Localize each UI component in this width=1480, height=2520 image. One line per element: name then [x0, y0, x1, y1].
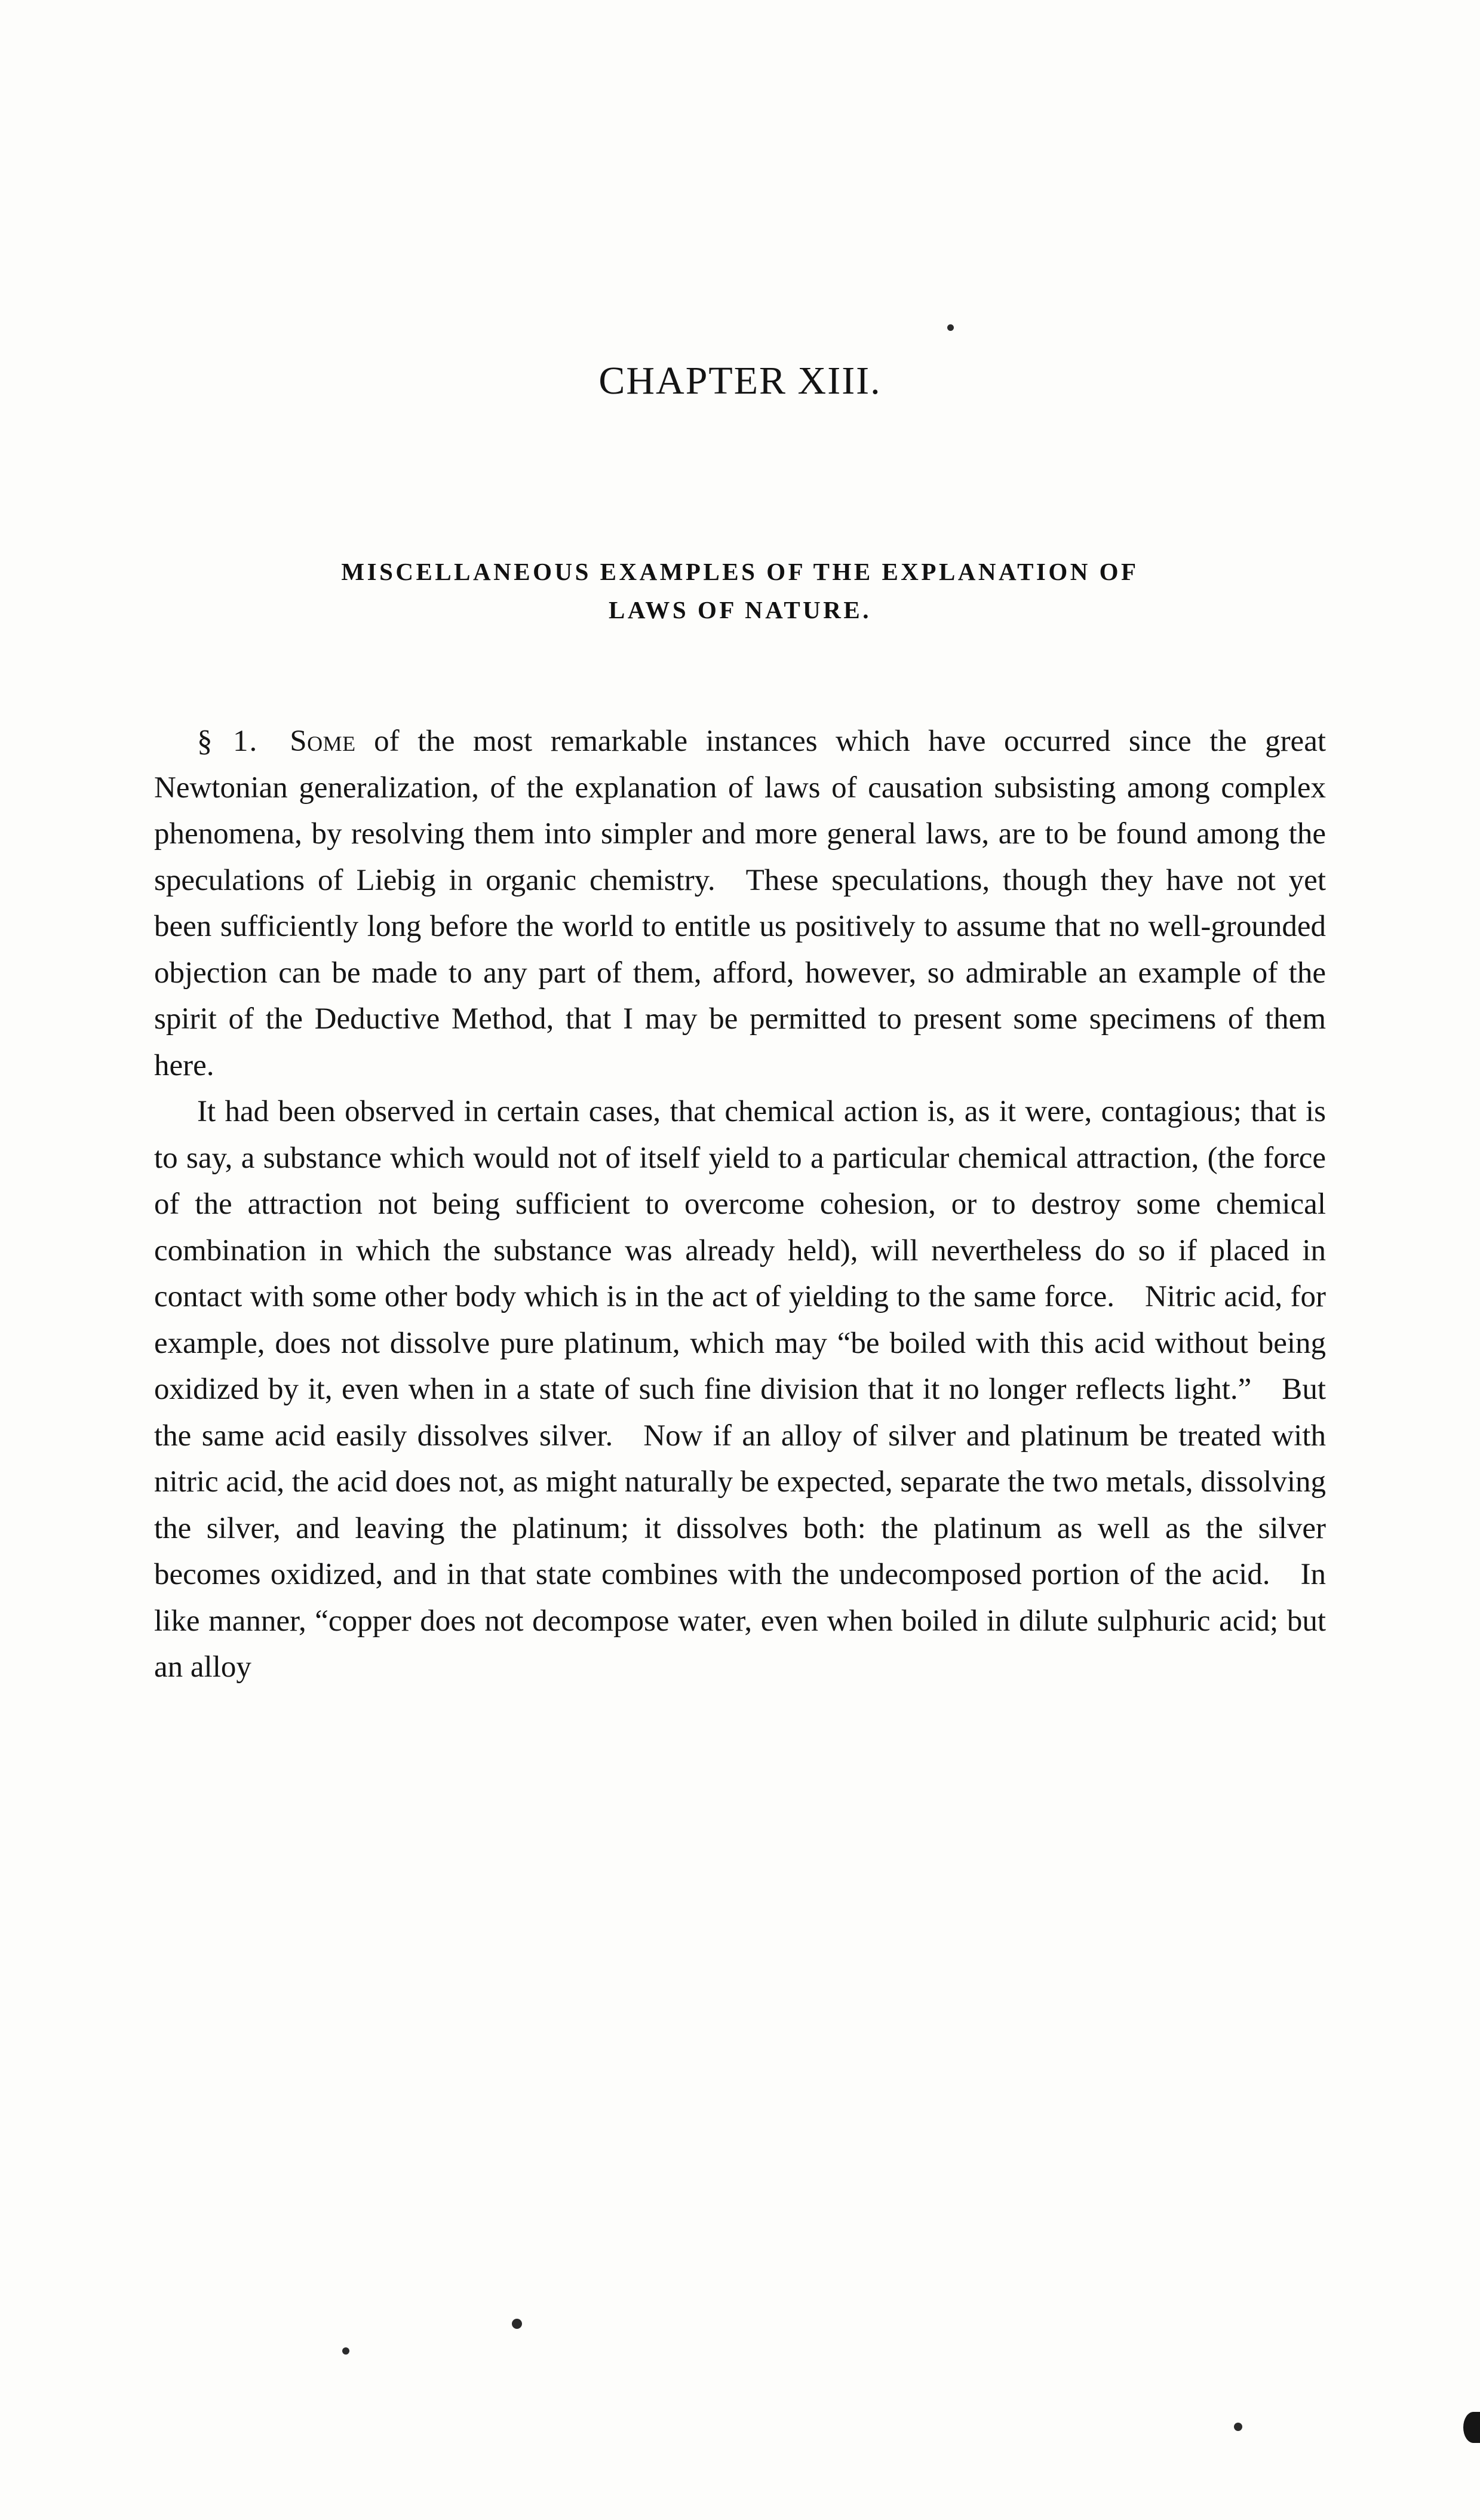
paragraph-2: It had been observed in certain cases, that chemical action is, as it were, contagious; that is to say, a substance which would not of itself yield to a particular chemical attraction, (the force of the attraction not being sufficient to overcome cohesion, or to destroy some chemical combination in which the substance was already held), will nevertheless do so if placed in contact with some other body which is in the act of yielding to the same force. Nitric acid, for example, does not dissolve pure platinum, which may “be boiled with this acid without being oxidized by it, even when in a state of such fine division that it no longer reflects light.” But the same acid easily dissolves silver. Now if an alloy of silver and platinum be treated with nitric acid, the acid does not, as might naturally be expected, separate the two metals, dissolving the silver, and leaving the platinum; it dissolves both: the platinum as well as the silver becomes oxidized, and in that state combines with the undecomposed portion of the acid. In like manner, “copper does not decompose water, even when boiled in dilute sulphuric acid; but an alloy: [154, 1095, 1326, 1684]
section-heading-line-2: LAWS OF NATURE.: [609, 596, 871, 624]
print-mark-bottom-right: [1234, 2423, 1242, 2431]
paragraph-1: § 1. Some of the most remarkable instances which have occurred since the great Newtonian generalization, of the explanation of laws of causation subsisting among complex phenomena, by resolving them into simpler and more general laws, are to be found among the speculations of Liebig in organic chemistry. These speculations, though they have not yet been sufficiently long before the world to entitle us positively to assume that no well-grounded objection can be made to any part of them, afford, however, so admirable an example of the spirit of the Deductive Method, that I may be permitted to present some specimens of them here.: [154, 725, 1327, 1082]
page-edge-blot: [1463, 2412, 1480, 2443]
print-mark-bottom-left: [342, 2347, 349, 2355]
section-heading-line-1: MISCELLANEOUS EXAMPLES OF THE EXPLANATION OF: [341, 558, 1139, 585]
section-number: § 1.: [197, 725, 290, 759]
chapter-title: CHAPTER XIII.: [598, 359, 882, 403]
section-heading: [154, 553, 1326, 629]
body-text: [154, 719, 1326, 1691]
page-content: [154, 0, 1326, 1691]
paragraph-opening-smallcaps: Some: [290, 725, 356, 759]
print-mark-bottom-center: [512, 2319, 522, 2329]
